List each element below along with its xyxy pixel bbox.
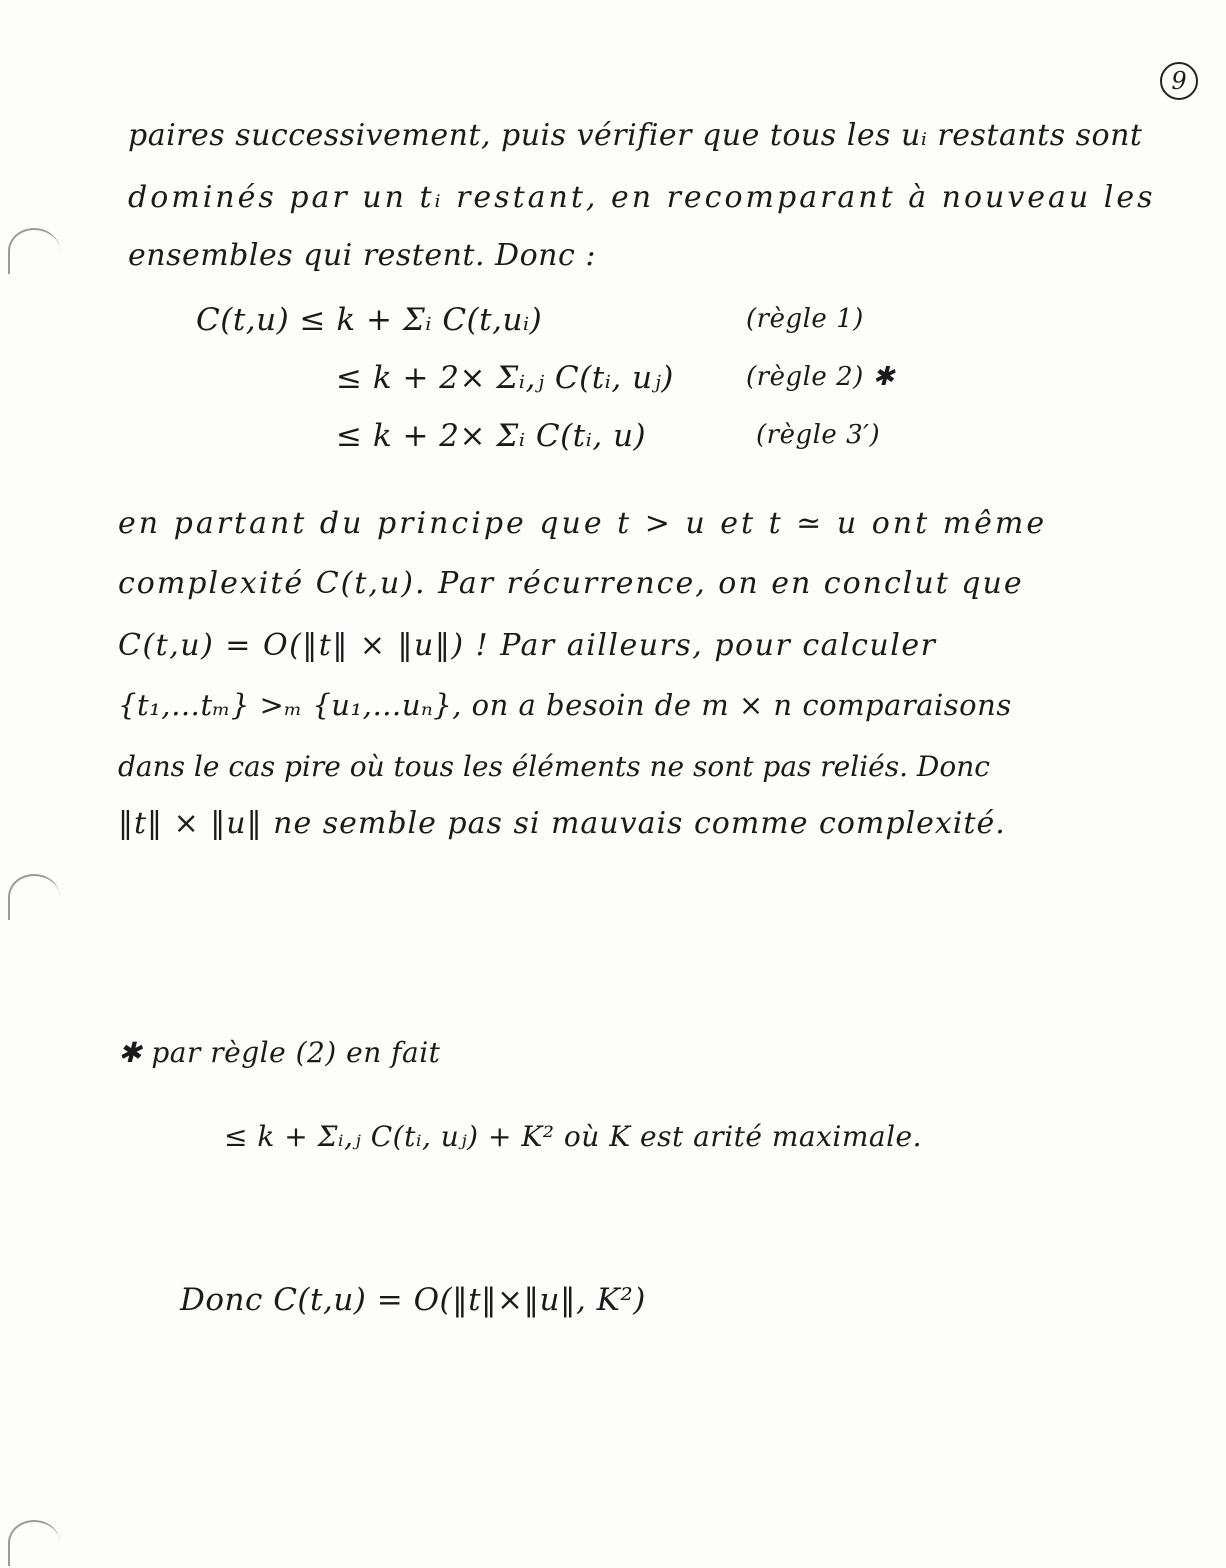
footnote-line-1: ✱ par règle (2) en fait — [118, 1036, 441, 1069]
paragraph1-line-1: paires successivement, puis vérifier que tous les uᵢ restants sont — [128, 118, 1143, 153]
paragraph2-line-4: {t₁,…tₘ} >ₘ {u₁,…uₙ}, on a besoin de m × n comparaisons — [118, 688, 1012, 722]
paragraph2-line-6: ‖t‖ × ‖u‖ ne semble pas si mauvais comme complexité. — [118, 806, 1006, 841]
punch-hole-top — [8, 228, 60, 274]
page-number: 9 — [1160, 62, 1198, 100]
derivation-rule-1: (règle 1) — [746, 304, 864, 334]
punch-hole-bottom — [8, 1520, 60, 1566]
paragraph2-line-2: complexité C(t,u). Par récurrence, on en conclut que — [118, 566, 1024, 601]
derivation-expr-1: C(t,u) ≤ k + Σᵢ C(t,uᵢ) — [196, 302, 543, 338]
paragraph1-line-2: dominés par un tᵢ restant, en recomparant à nouveau les — [128, 180, 1156, 215]
derivation-expr-2: ≤ k + 2× Σᵢ,ⱼ C(tᵢ, uⱼ) — [336, 360, 674, 396]
punch-hole-middle — [8, 874, 60, 920]
derivation-expr-3: ≤ k + 2× Σᵢ C(tᵢ, u) — [336, 418, 647, 454]
paragraph1-line-3: ensembles qui restent. Donc : — [128, 238, 596, 273]
paragraph2-line-3: C(t,u) = O(‖t‖ × ‖u‖) ! Par ailleurs, pour calculer — [118, 628, 937, 663]
paragraph2-line-1: en partant du principe que t > u et t ≃ u ont même — [118, 506, 1048, 541]
footnote-conclusion: Donc C(t,u) = O(‖t‖×‖u‖, K²) — [180, 1282, 646, 1318]
footnote-line-2: ≤ k + Σᵢ,ⱼ C(tᵢ, uⱼ) + K² où K est arité maximale. — [224, 1120, 923, 1153]
paragraph2-line-5: dans le cas pire où tous les éléments ne sont pas reliés. Donc — [118, 750, 990, 783]
derivation-rule-3: (règle 3′) — [756, 420, 881, 450]
derivation-rule-2: (règle 2) ✱ — [746, 362, 895, 392]
